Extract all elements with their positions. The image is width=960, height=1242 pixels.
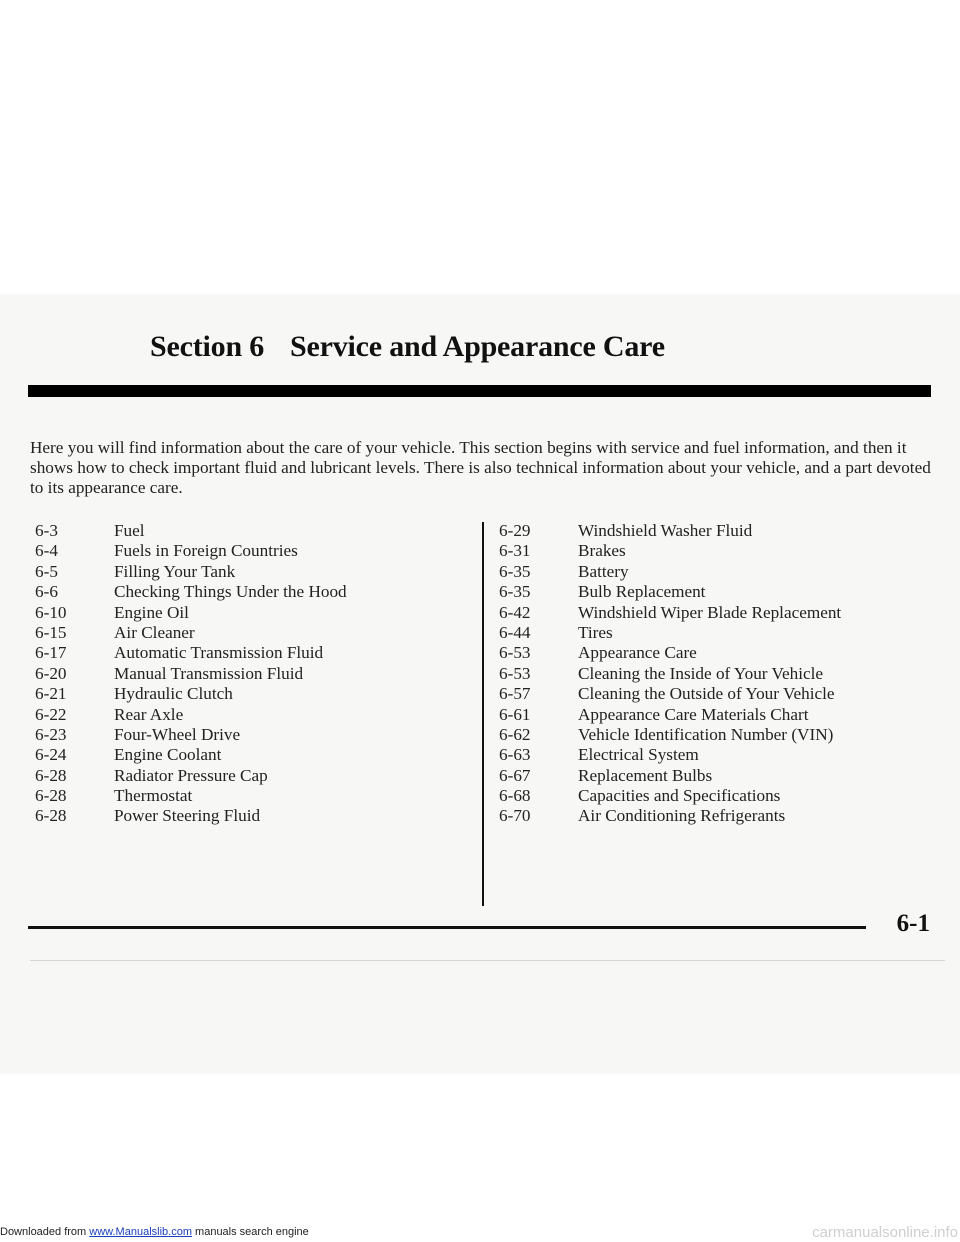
intro-paragraph: Here you will find information about the care of your vehicle. This section begins with service and fuel information, and then it shows how to check important fluid and lubricant levels. There is also technical information about your vehicle, and a part devoted to its appearance care.: [30, 438, 931, 497]
toc-entry[interactable]: [499, 745, 841, 765]
toc-entry[interactable]: [35, 705, 347, 725]
toc-entry[interactable]: [35, 745, 347, 765]
toc-page-number: 6-35: [499, 561, 531, 581]
toc-page-number: 6-44: [499, 622, 531, 642]
toc-page-number: 6-57: [499, 684, 531, 704]
toc-entry[interactable]: [35, 521, 347, 541]
toc-entry[interactable]: [35, 664, 347, 684]
toc-page-number: 6-4: [35, 541, 58, 561]
toc-page-number: 6-42: [499, 602, 531, 622]
toc-entry[interactable]: [499, 582, 841, 602]
toc-entry[interactable]: [499, 705, 841, 725]
toc-entry[interactable]: [499, 562, 841, 582]
toc-entry-title: Thermostat: [114, 786, 193, 806]
download-footer: [0, 1226, 309, 1238]
toc-entry-title: Windshield Washer Fluid: [578, 521, 753, 540]
column-divider: [482, 522, 484, 906]
toc-entry[interactable]: [35, 684, 347, 704]
toc-entry-title: Engine Coolant: [114, 745, 222, 765]
toc-entry[interactable]: [499, 623, 841, 643]
toc-page-number: 6-21: [35, 684, 67, 704]
toc-right-column: [499, 521, 841, 827]
toc-entry-title: Appearance Care Materials Chart: [578, 704, 809, 724]
toc-page-number: 6-23: [35, 724, 67, 744]
toc-page-number: 6-5: [35, 561, 58, 581]
toc-entry-title: Air Conditioning Refrigerants: [578, 806, 786, 826]
toc-entry[interactable]: [35, 603, 347, 623]
toc-page-number: 6-53: [499, 663, 531, 683]
toc-entry-title: Hydraulic Clutch: [114, 684, 233, 704]
section-name: Service and Appearance Care: [290, 330, 665, 363]
toc-entry-title: Radiator Pressure Cap: [114, 765, 268, 785]
toc-entry-title: Capacities and Specifications: [578, 786, 781, 806]
toc-entry-title: Replacement Bulbs: [578, 765, 713, 785]
toc-entry-title: Vehicle Identification Number (VIN): [578, 724, 834, 744]
toc-entry-title: Power Steering Fluid: [114, 806, 261, 826]
toc-entry[interactable]: [35, 562, 347, 582]
toc-entry-title: Fuels in Foreign Countries: [114, 541, 298, 561]
toc-entry-title: Cleaning the Outside of Your Vehicle: [578, 684, 835, 704]
watermark: carmanualsonline.info: [812, 1224, 958, 1241]
toc-entry[interactable]: [499, 664, 841, 684]
toc-entry[interactable]: [35, 766, 347, 786]
toc-page-number: 6-28: [35, 786, 67, 806]
toc-entry[interactable]: [499, 541, 841, 561]
toc-page-number: 6-28: [35, 806, 67, 826]
toc-entry[interactable]: [35, 643, 347, 663]
manualslib-link[interactable]: www.Manualslib.com: [89, 1226, 192, 1238]
toc-page-number: 6-24: [35, 745, 67, 765]
toc-page-number: 6-70: [499, 806, 531, 826]
toc-entry-title: Filling Your Tank: [114, 561, 236, 581]
toc-entry[interactable]: [499, 603, 841, 623]
toc-page-number: 6-17: [35, 643, 67, 663]
toc-left-column: [35, 521, 347, 827]
toc-page-number: 6-62: [499, 724, 531, 744]
toc-page-number: 6-22: [35, 704, 67, 724]
toc-entry[interactable]: [35, 541, 347, 561]
toc-entry-title: Engine Oil: [114, 602, 189, 622]
toc-entry-title: Brakes: [578, 541, 626, 561]
toc-entry[interactable]: [499, 766, 841, 786]
toc-entry[interactable]: [35, 623, 347, 643]
toc-entry-title: Manual Transmission Fluid: [114, 663, 304, 683]
toc-page-number: 6-15: [35, 622, 67, 642]
toc-entry-title: Air Cleaner: [114, 622, 195, 642]
toc-page-number: 6-68: [499, 786, 531, 806]
toc-entry[interactable]: [35, 806, 347, 826]
toc-entry[interactable]: [499, 786, 841, 806]
scan-edge-line: [30, 960, 945, 961]
section-number: Section 6: [150, 330, 265, 363]
toc-entry[interactable]: [499, 521, 841, 541]
toc-entry-title: Bulb Replacement: [578, 582, 706, 602]
toc-entry-title: Battery: [578, 561, 629, 581]
footer-suffix: manuals search engine: [191, 1226, 309, 1238]
toc-entry-title: Automatic Transmission Fluid: [114, 643, 324, 663]
toc-page-number: 6-61: [499, 704, 531, 724]
toc-page-number: 6-63: [499, 745, 531, 765]
toc-entry-title: Four-Wheel Drive: [114, 724, 241, 744]
toc-entry-title: Checking Things Under the Hood: [114, 582, 347, 602]
toc-entry-title: Tires: [578, 622, 613, 642]
bottom-rule: [28, 926, 866, 929]
toc-entry[interactable]: [35, 786, 347, 806]
title-rule: [28, 385, 931, 397]
toc-page-number: 6-28: [35, 765, 67, 785]
toc-entry-title: Windshield Wiper Blade Replacement: [578, 602, 842, 622]
toc-entry-title: Electrical System: [578, 745, 699, 765]
toc-entry[interactable]: [35, 582, 347, 602]
toc-entry[interactable]: [499, 725, 841, 745]
toc-entry[interactable]: [35, 725, 347, 745]
toc-entry-title: Fuel: [114, 521, 145, 540]
section-title: [150, 330, 665, 364]
toc-page-number: 6-31: [499, 541, 531, 561]
toc-entry-title: Cleaning the Inside of Your Vehicle: [578, 663, 824, 683]
toc-page-number: 6-53: [499, 643, 531, 663]
toc-entry[interactable]: [499, 806, 841, 826]
toc-page-number: 6-29: [499, 521, 531, 540]
toc-page-number: 6-3: [35, 521, 58, 540]
toc-entry[interactable]: [499, 684, 841, 704]
toc-page-number: 6-6: [35, 582, 58, 602]
page-number: 6-1: [896, 910, 930, 937]
toc-page-number: 6-20: [35, 663, 67, 683]
toc-entry-title: Rear Axle: [114, 704, 184, 724]
toc-page-number: 6-67: [499, 765, 531, 785]
toc-page-number: 6-35: [499, 582, 531, 602]
toc-entry[interactable]: [499, 643, 841, 663]
toc-page-number: 6-10: [35, 602, 67, 622]
footer-prefix: Downloaded from: [0, 1226, 90, 1238]
toc-entry-title: Appearance Care: [578, 643, 697, 663]
